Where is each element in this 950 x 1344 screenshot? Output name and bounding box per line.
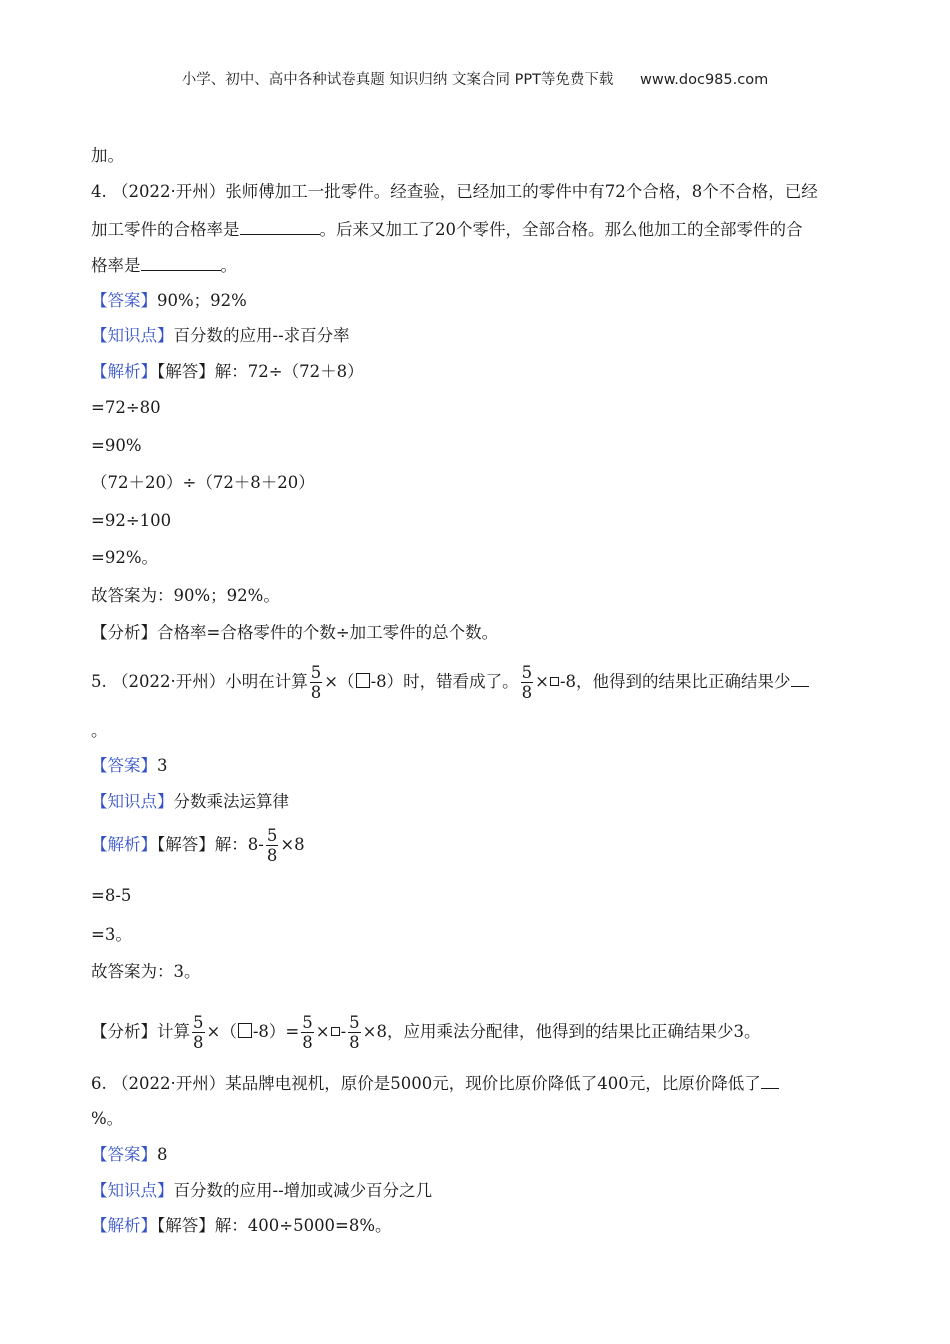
q5-text-line2: 。 [91,721,108,740]
q5-answer: 【答案】3 [91,756,168,775]
q4-step: =90% [91,436,142,455]
analysis-tag: 【解析】 [91,835,157,854]
q6-answer: 【答案】8 [91,1145,168,1164]
q4-step: =72÷80 [91,398,161,417]
q4-answer: 【答案】90%；92% [91,291,247,310]
fraction: $\frac{5}{8}$ [349,1013,360,1052]
q4-step: =92%。 [91,548,158,567]
fraction: $\frac{5}{8}$ [193,1013,204,1052]
fraction: $\frac{5}{8}$ [302,1013,313,1052]
page-header [0,68,950,89]
q4-analysis: 【分析】合格率=合格零件的个数÷加工零件的总个数。 [91,623,499,642]
q5-step: =8-5 [91,886,132,905]
fraction: $\frac{5}{8}$ [310,663,322,702]
q4-text-line3: 格率是 。 [91,256,237,275]
answer-blank [240,218,320,235]
analysis-tag: 【解析】 [91,1216,157,1235]
q4-conclusion: 故答案为：90%；92%。 [91,586,280,605]
blank-box [550,677,559,686]
knowledge-tag: 【知识点】 [91,792,174,811]
answer-tag: 【答案】 [91,756,157,775]
q5-analysis: 【分析】计算 $\frac{5}{8}$ ×（ -8）= $\frac{5}{8}$ × - $\frac{5}{8}$ ×8，应用乘法分配律，他得到的结果比正确结果少3。 [91,1013,761,1052]
header-text: 小学、初中、高中各种试卷真题 知识归纳 文案合同 PPT等免费下载 [181,72,614,88]
answer-tag: 【答案】 [91,291,157,310]
knowledge-tag: 【知识点】 [91,1181,174,1200]
q6-text-line1: 6. （2022·开州）某品牌电视机，原价是5000元，现价比原价降低了400元，比原价降低了 [91,1072,779,1095]
fraction: $\frac{5}{8}$ [521,663,533,702]
q5-step: =3。 [91,925,132,944]
blank-box [356,673,370,688]
knowledge-tag: 【知识点】 [91,326,174,345]
fraction: $\frac{5}{8}$ [266,826,278,865]
blank-box [331,1027,340,1036]
continuation-line: 加。 [91,146,124,165]
answer-tag: 【答案】 [91,1145,157,1164]
q5-solution: 【解析】【解答】解：8- $\frac{5}{8}$ ×8 [91,826,305,865]
q5-text-line1: 5. （2022·开州）小明在计算 $\frac{5}{8}$ ×（ -8）时，错看成了。 $\frac{5}{8}$ × -8，他得到的结果比正确结果少 [91,663,809,702]
answer-blank [761,1072,779,1089]
q6-solution: 【解析】【解答】解：400÷5000=8%。 [91,1216,392,1235]
answer-blank [791,670,809,687]
q4-solution: 【解析】【解答】解：72÷（72＋8） [91,362,364,381]
q4-text-line2: 加工零件的合格率是 。后来又加工了20个零件，全部合格。那么他加工的全部零件的合 [91,220,803,239]
header-url[interactable]: www.doc985.com [640,72,769,88]
q4-text-line1: 4. （2022·开州）张师傅加工一批零件。经查验，已经加工的零件中有72个合格，8个不合格，已经 [91,182,818,201]
q5-knowledge: 【知识点】分数乘法运算律 [91,792,289,811]
analysis-tag: 【解析】 [91,362,157,381]
q6-text-line2: %。 [91,1109,124,1128]
q4-knowledge: 【知识点】百分数的应用--求百分率 [91,326,350,345]
blank-box [238,1023,252,1038]
q5-conclusion: 故答案为：3。 [91,962,201,981]
answer-blank [141,254,221,271]
q6-knowledge: 【知识点】百分数的应用--增加或减少百分之几 [91,1181,433,1200]
q4-step: （72＋20）÷（72＋8＋20） [91,473,315,492]
q4-step: =92÷100 [91,511,172,530]
